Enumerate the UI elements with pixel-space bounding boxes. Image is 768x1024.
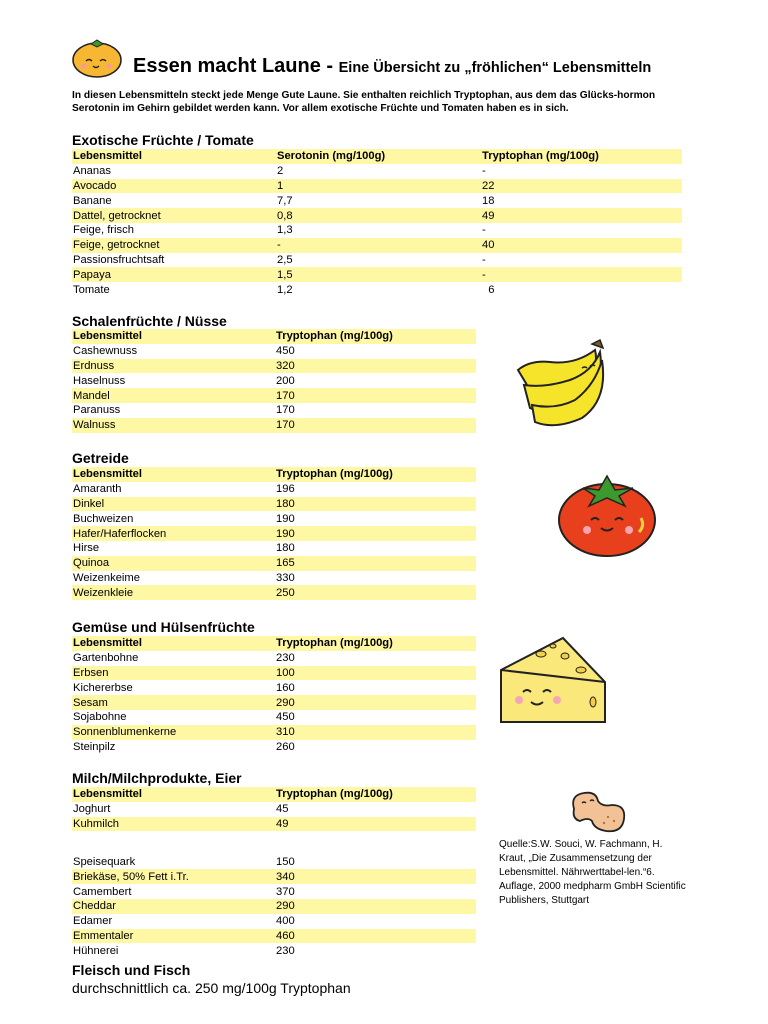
table-header-row: [72, 149, 682, 164]
table-cell: Kichererbse: [73, 681, 133, 694]
table-row: [72, 497, 476, 512]
table-cell: Dinkel: [72, 497, 275, 512]
table-row: [72, 238, 682, 253]
table-cell: 7,7: [277, 194, 293, 207]
table-cell: 1,2: [277, 283, 293, 296]
table-cell: Haselnuss: [73, 374, 126, 387]
table-cell: 49: [275, 817, 476, 832]
table-row: [72, 179, 682, 194]
table-row: [72, 482, 476, 497]
table-row: [72, 223, 682, 238]
table-row: [72, 418, 476, 433]
table-cell: 370: [276, 885, 295, 898]
table-cell: 170: [275, 418, 476, 433]
table-cell: Paranuss: [73, 404, 121, 417]
table-row: [72, 282, 682, 297]
section-title-veg: Gemüse und Hülsenfrüchte: [72, 619, 255, 635]
table-cell: Passionsfruchtsaft: [73, 253, 165, 266]
table-cell: -: [482, 165, 486, 178]
table-row: [72, 511, 476, 526]
table-row: [72, 914, 476, 929]
table-cell: 180: [276, 542, 295, 555]
table-row: [72, 526, 476, 541]
table-cell: Edamer: [73, 915, 113, 928]
table-cell: 230: [276, 652, 295, 665]
table-cell: 260: [276, 740, 295, 753]
table-cell: Gartenbohne: [73, 652, 139, 665]
table-cell: 200: [276, 374, 295, 387]
title-sub: Eine Übersicht zu „fröhlichen“ Lebensmitteln: [338, 60, 652, 76]
table-cell: 6: [482, 283, 495, 296]
table-cell: -: [482, 224, 486, 237]
table-row: [72, 267, 682, 282]
table-row: [72, 585, 476, 600]
table-cell: 310: [275, 725, 476, 740]
table-cell: 290: [275, 899, 476, 914]
table-cell: Weizenkleie: [72, 585, 275, 600]
table-cell: 290: [275, 695, 476, 710]
table-exotic: [72, 149, 682, 297]
table-nuts: [72, 329, 476, 433]
table-row: [72, 253, 682, 268]
table-cell: 160: [276, 681, 295, 694]
column-header: Tryptophan (mg/100g): [275, 636, 476, 651]
table-cell: Speisequark: [73, 856, 136, 869]
table-cell: 2: [277, 165, 284, 178]
table-cell: Erdnuss: [72, 359, 275, 374]
table-cell: Sonnenblumenkerne: [72, 725, 275, 740]
section-title-nuts: Schalenfrüchte / Nüsse: [72, 313, 227, 329]
table-row: [72, 193, 682, 208]
table-row: [72, 571, 476, 586]
table-row: [72, 740, 476, 755]
table-cell: 1: [276, 179, 481, 194]
table-cell: Kuhmilch: [72, 817, 275, 832]
table-cell: Hirse: [73, 542, 100, 555]
cheese-icon: [493, 630, 613, 730]
source-note: Quelle:S.W. Souci, W. Fachmann, H. Kraut, „Die Zusammensetzung der Lebensmittel. Nährwerttabel-len.“6. Auflage, 2000 medpharm GmbH Scientific Publishers, Stuttgart: [499, 839, 686, 906]
table-veg: [72, 636, 476, 754]
table-cell: 100: [275, 666, 476, 681]
table-cell: Cheddar: [72, 899, 275, 914]
table-cell: 180: [275, 497, 476, 512]
table-cell: 0,8: [276, 208, 481, 223]
table-cell: 1,3: [277, 224, 293, 237]
table-cell: 460: [275, 929, 476, 944]
section-title-meat: Fleisch und Fisch: [72, 962, 191, 978]
table-cell: 22: [481, 179, 682, 194]
table-cell: 49: [481, 208, 682, 223]
table-row: [72, 164, 682, 179]
column-header: Serotonin (mg/100g): [276, 149, 481, 164]
column-header: Tryptophan (mg/100g): [275, 787, 476, 802]
peanut-icon: [568, 787, 628, 837]
table-row: [72, 556, 476, 571]
table-row: [72, 373, 476, 388]
table-row: [72, 651, 476, 666]
table-cell: Sojabohne: [73, 711, 127, 724]
table-cell: Feige, frisch: [73, 224, 134, 237]
table-cell: Avocado: [72, 179, 276, 194]
table-header-row: [72, 467, 476, 482]
banana-icon: [510, 330, 610, 430]
table-row: [72, 710, 476, 725]
table-cell: Weizenkeime: [73, 571, 140, 584]
header: [72, 38, 712, 88]
table-row: [72, 680, 476, 695]
table-cell: 1,5: [276, 267, 481, 282]
table-cell: 190: [275, 526, 476, 541]
table-cell: Ananas: [73, 165, 111, 178]
table-cell: -: [481, 267, 682, 282]
table-cell: Buchweizen: [73, 512, 134, 525]
table-header-row: [72, 787, 476, 802]
table-row: [72, 817, 476, 832]
table-cell: Briekäse, 50% Fett i.Tr.: [72, 869, 275, 884]
table-row: [72, 208, 682, 223]
title-main: Essen macht Laune -: [133, 55, 339, 77]
table-cell: -: [276, 238, 481, 253]
table-row: [72, 899, 476, 914]
page-title: [133, 55, 651, 78]
table-cell: 150: [276, 856, 295, 869]
table-row: [72, 725, 476, 740]
table-cell: 40: [481, 238, 682, 253]
table-header-row: [72, 636, 476, 651]
table-cell: Steinpilz: [73, 740, 116, 753]
table-milk: [72, 787, 476, 958]
table-cell: 2,5: [277, 253, 293, 266]
table-cell: Feige, getrocknet: [72, 238, 276, 253]
table-cell: Emmentaler: [72, 929, 275, 944]
table-cell: 450: [276, 711, 295, 724]
table-cell: 320: [275, 359, 476, 374]
table-cell: 170: [276, 404, 295, 417]
table-cell: 450: [276, 345, 295, 358]
column-header: Lebensmittel: [72, 149, 276, 164]
table-cell: Tomate: [73, 283, 110, 296]
column-header: Lebensmittel: [72, 467, 275, 482]
table-cell: Joghurt: [73, 803, 111, 816]
table-row: [72, 869, 476, 884]
table-row: [72, 666, 476, 681]
table-cell: 196: [276, 483, 295, 496]
table-grain: [72, 467, 476, 600]
table-cell: 170: [275, 388, 476, 403]
table-cell: Amaranth: [73, 483, 122, 496]
table-cell: 400: [276, 915, 295, 928]
tomato-icon: [555, 468, 665, 560]
table-cell: -: [482, 253, 486, 266]
section-title-milk: Milch/Milchprodukte, Eier: [72, 770, 242, 786]
table-row: [72, 359, 476, 374]
table-row: [72, 541, 476, 556]
column-header: Lebensmittel: [72, 636, 275, 651]
table-cell: Banane: [73, 194, 112, 207]
table-cell: 165: [275, 556, 476, 571]
table-header-row: [72, 329, 476, 344]
column-header: Lebensmittel: [72, 329, 275, 344]
table-cell: 230: [276, 944, 295, 957]
intro-text: In diesen Lebensmitteln steckt jede Menge Gute Laune. Sie enthalten reichlich Tryptophan, aus dem das Glücks-hormon Serotonin im Gehirn gebildet werden kann. Vor allem exotische Früchte und Tomaten haben es in sich.: [72, 90, 656, 114]
table-cell: Walnuss: [72, 418, 275, 433]
table-cell: Camembert: [73, 885, 132, 898]
column-header: Tryptophan (mg/100g): [275, 467, 476, 482]
table-row: [72, 695, 476, 710]
table-row: [72, 831, 476, 869]
section-title-grain: Getreide: [72, 450, 129, 466]
table-row: [72, 943, 476, 958]
table-cell: 45: [276, 803, 289, 816]
section-title-exotic: Exotische Früchte / Tomate: [72, 132, 254, 148]
table-cell: 190: [276, 512, 295, 525]
table-cell: Hafer/Haferflocken: [72, 526, 275, 541]
table-cell: Dattel, getrocknet: [72, 208, 276, 223]
orange-face-icon: [72, 38, 126, 78]
table-cell: Quinoa: [72, 556, 275, 571]
table-row: [72, 802, 476, 817]
table-cell: Sesam: [72, 695, 275, 710]
table-cell: 18: [482, 194, 495, 207]
table-cell: Hühnerei: [73, 944, 119, 957]
table-row: [72, 388, 476, 403]
column-header: Tryptophan (mg/100g): [481, 149, 682, 164]
table-cell: Cashewnuss: [73, 345, 138, 358]
column-header: Tryptophan (mg/100g): [275, 329, 476, 344]
table-cell: 250: [275, 585, 476, 600]
table-cell: Papaya: [72, 267, 276, 282]
table-row: [72, 403, 476, 418]
table-cell: 330: [276, 571, 295, 584]
meat-text: durchschnittlich ca. 250 mg/100g Tryptophan: [72, 980, 351, 996]
table-row: [72, 884, 476, 899]
table-row: [72, 344, 476, 359]
column-header: Lebensmittel: [72, 787, 275, 802]
table-row: [72, 929, 476, 944]
table-cell: 340: [275, 869, 476, 884]
table-cell: Mandel: [72, 388, 275, 403]
table-cell: Erbsen: [72, 666, 275, 681]
